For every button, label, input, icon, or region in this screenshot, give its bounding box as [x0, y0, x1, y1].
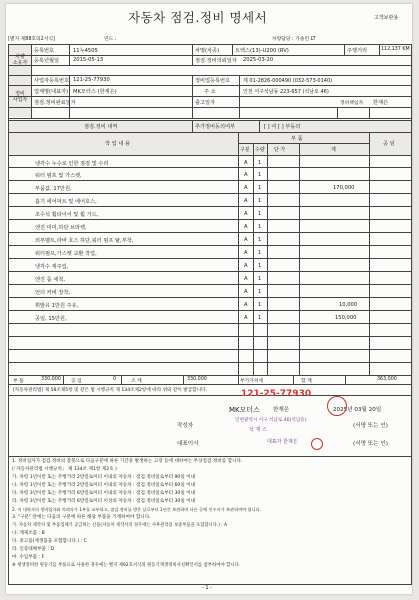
- row-cat: A: [244, 172, 248, 178]
- manager-value: 한재은: [373, 100, 389, 106]
- extra-work-agree: [ ] 여 [ ] 부동의: [264, 124, 301, 130]
- row-qty: 1: [258, 315, 262, 321]
- vat-label: 부가가치세: [240, 379, 264, 384]
- reg-no-label: 등록번호: [34, 48, 55, 54]
- note-line: 가. 차령 1년이만 또는 주행거리 2만킬로미터 이내의 자동차 : 점검.정비일로부터 90일 이내: [12, 475, 196, 480]
- col-cat: 구분: [240, 147, 250, 153]
- col-qty: 수량: [255, 147, 265, 153]
- note-line: 나. 재제조품 : B: [12, 531, 45, 536]
- row-work: 휘발유 1만원 주유,: [35, 303, 79, 309]
- stamp-name: 석 재 스: [249, 427, 267, 433]
- stamp-address: 인천광역시 서구 석남로 46(석남동): [235, 418, 307, 423]
- issuer-sign: (서명 또는 인): [353, 423, 388, 429]
- reg-no-value: 11누4505: [73, 48, 98, 54]
- issuer-label: 작성자: [177, 423, 194, 429]
- note-line: 라. 차령 3년이만 또는 주행거리 6만킬로미터 이상의 자동차 : 점검.정비일로부터 30일 이내: [12, 499, 196, 504]
- col-parts: 부 품: [291, 136, 303, 142]
- issue-date: 2025년 03월 20일: [333, 407, 382, 413]
- row-work: 공임, 15만원,: [35, 316, 67, 322]
- manager-label: 정비책임자: [340, 101, 364, 106]
- document-title: 자동차 점검.정비 명세서: [128, 10, 268, 25]
- biz-no-value: 121-25-77930: [73, 77, 110, 83]
- note-line: 1. 정비업자가 점검.정비의 잘못으로 다음구분에 따른 기간중 발생하는 고장 등에 대하여는 무상점검.정비를 합니다.: [12, 459, 243, 464]
- model-label: 차명(차종): [195, 48, 220, 54]
- issuer-shop: MK모터스: [229, 406, 260, 414]
- note-line: ※ 재생정비한 원동기를 부품으로 사용한 경우에는 별지 제92호서식의 원동기재생정비사실확인서를 첨부하여야 합니다.: [12, 563, 241, 568]
- mileage-value: 112,137 KM: [381, 47, 410, 52]
- labor-total-value: 0: [113, 377, 117, 382]
- row-qty: 1: [258, 211, 262, 217]
- subtotal-label: 소 계: [131, 379, 142, 384]
- row-cat: A: [244, 276, 248, 282]
- row-cat: A: [244, 160, 248, 166]
- rep-label: 대표이사: [177, 441, 199, 447]
- row-qty: 1: [258, 185, 262, 191]
- row-qty: 1: [258, 224, 262, 230]
- note-line: 2. 이 내역서의 정비업자와 의뢰자가 1부를 교부하고, 점검.정비를 받은 날로부터 1년간 보관하며 다른 곳에 인수자가 보관하여야 합니다.: [12, 507, 262, 512]
- shop-name-value: MK모터스 (한재은): [73, 89, 117, 95]
- row-qty: 1: [258, 263, 262, 269]
- row-qty: 1: [258, 237, 262, 243]
- row-total: 10,000: [339, 302, 358, 308]
- row-cat: A: [244, 263, 248, 269]
- note-line: 가. 자동차 제작사 및 부품업체가 공급하는 신품(자동차 제작사의 경우에는 사후관리용 보증부품을 포함합니다.) : A: [12, 523, 228, 528]
- col-work: 작 업 내 용: [105, 141, 130, 147]
- col-unit: 단 가: [274, 147, 286, 153]
- row-cat: A: [244, 250, 248, 256]
- year-number: 연도 :: [104, 37, 117, 42]
- row-cat: A: [244, 289, 248, 295]
- reg-date-label: 등록년월일: [34, 58, 60, 64]
- row-qty: 1: [258, 302, 262, 308]
- col-total: 계: [331, 147, 336, 153]
- rep-sign: (서명 또는 인): [353, 441, 388, 447]
- row-cat: A: [244, 211, 248, 217]
- reg-date-value: 2015-05-13: [73, 57, 104, 63]
- footer-notes: [8, 456, 412, 585]
- work-content-label: 점검.정비 내역: [84, 124, 118, 130]
- grand-total-label: 합 계: [301, 379, 312, 384]
- complete-date-label: 점검.정비완료일자: [34, 100, 76, 106]
- extra-work-label: 추가정비동의여부: [195, 124, 236, 130]
- service-date-value: 2025-03-20: [243, 57, 274, 63]
- row-qty: 1: [258, 289, 262, 295]
- row-work: 조수석 휠타이어 및 휠 가드,: [35, 212, 99, 218]
- page-number: - 1 -: [202, 585, 212, 591]
- row-cat: A: [244, 315, 248, 321]
- row-work: 냉각수 누수로 인한 점검 및 수리: [35, 161, 109, 167]
- subtotal-value: 330,000: [187, 377, 207, 382]
- address-label: 주 소: [204, 89, 216, 95]
- issuer-person: 한재은: [273, 407, 290, 413]
- note-line: 라. 인증대체부품 : D: [12, 547, 54, 552]
- row-cat: A: [244, 302, 248, 308]
- note-line: 3. "구분" 란에는 다음의 구분에 따른 해당 부품을 기재하여야 합니다.: [12, 515, 151, 520]
- row-cat: A: [244, 198, 248, 204]
- row-cat: A: [244, 237, 248, 243]
- row-cat: A: [244, 185, 248, 191]
- note-line: 마. 수입부품 : F: [12, 555, 45, 560]
- note-line: (「자동차관리법 시행규칙」 제 134조 제1항 제2호 ): [12, 467, 117, 472]
- row-work: 워터펌프,가스켓 교환 작업,: [35, 251, 97, 257]
- inspector-label: 차량담당 : 가솔린 LT: [272, 37, 316, 42]
- parts-total-value: 330,000: [41, 377, 61, 382]
- parts-total-label: 부 품: [13, 379, 24, 384]
- labor-total-label: 공 임: [71, 379, 82, 384]
- shop-reg-value: 제 01-2826-000490 (032-573-0140): [243, 78, 333, 84]
- delivery-date-label: 출고일자: [195, 100, 216, 106]
- row-work: 언더 커버 장착,: [35, 290, 71, 296]
- row-work: 냉각수 재주입,: [35, 264, 69, 270]
- row-qty: 1: [258, 250, 262, 256]
- copy-label: 고객보관용: [374, 15, 399, 21]
- person-seal-icon: [311, 438, 323, 450]
- row-qty: 1: [258, 276, 262, 282]
- row-work: 엔진 미미,하단 브라켓,: [35, 225, 87, 231]
- service-statement-sheet: [6, 4, 412, 594]
- address-value: 인천 서구석남동 223-657 (석남로 46): [243, 89, 329, 95]
- row-qty: 1: [258, 172, 262, 178]
- mileage-label: 주행거리: [347, 48, 368, 54]
- model-value: 트렉스(13)-U200 (RV): [235, 48, 289, 54]
- note-line: 나. 차령 1년이만 또는 주행거리 2만킬로미터 이내의 자동차 : 점검.정비일로부터 60일 이내: [12, 483, 196, 488]
- row-cat: A: [244, 224, 248, 230]
- row-work: 워터 펌프 및 가스켓,: [35, 173, 82, 179]
- business-section-label: 정비 사업자: [12, 91, 28, 103]
- row-qty: 1: [258, 160, 262, 166]
- row-work: 엔진 룸 세척,: [35, 277, 66, 283]
- note-line: 다. 차령 3년이만 또는 주행거리 6만킬로미터 이내의 자동차 : 점검.정비일로부터 30일 이내: [12, 491, 196, 496]
- row-work: 흡기 에어덕트 및 에어호스,: [35, 199, 97, 205]
- grand-total-value: 363,000: [377, 377, 397, 382]
- row-work: 부품값, 17만원,: [35, 186, 72, 192]
- legal-notice: [자동차관리법] 제 58조제5항 및 같은 법 시행규칙 제 134조제2항에 따라 위와 같이 발급합니다.: [13, 388, 207, 393]
- form-table: [8, 44, 412, 396]
- service-date-label: 점검.정비의뢰일자: [195, 58, 237, 64]
- table-header-cell: [9, 133, 411, 155]
- shop-name-label: 업체명(대표자): [34, 89, 69, 95]
- row-total: 150,000: [335, 315, 357, 321]
- shop-reg-label: 정비업등록번호: [195, 78, 231, 84]
- note-line: 다. 중고품(재생품을 포함합니다.) : C: [12, 539, 87, 544]
- company-seal-icon: [327, 396, 347, 416]
- row-total: 170,000: [333, 185, 355, 191]
- row-work: 외부벨트,라바 호스 하단,워터 펌프 탈,부착,: [35, 238, 134, 244]
- biz-no-label: 사업자등록번호: [34, 78, 70, 84]
- owner-section-label: 차량 소유자: [12, 54, 28, 66]
- form-number: [별지 제88호의2서식]: [8, 37, 55, 42]
- col-labor: 공 임: [383, 141, 395, 147]
- row-qty: 1: [258, 198, 262, 204]
- stamp-biz-no: 121-25-77930: [241, 389, 312, 399]
- stamp-rep: 대표자 한재은: [267, 439, 298, 445]
